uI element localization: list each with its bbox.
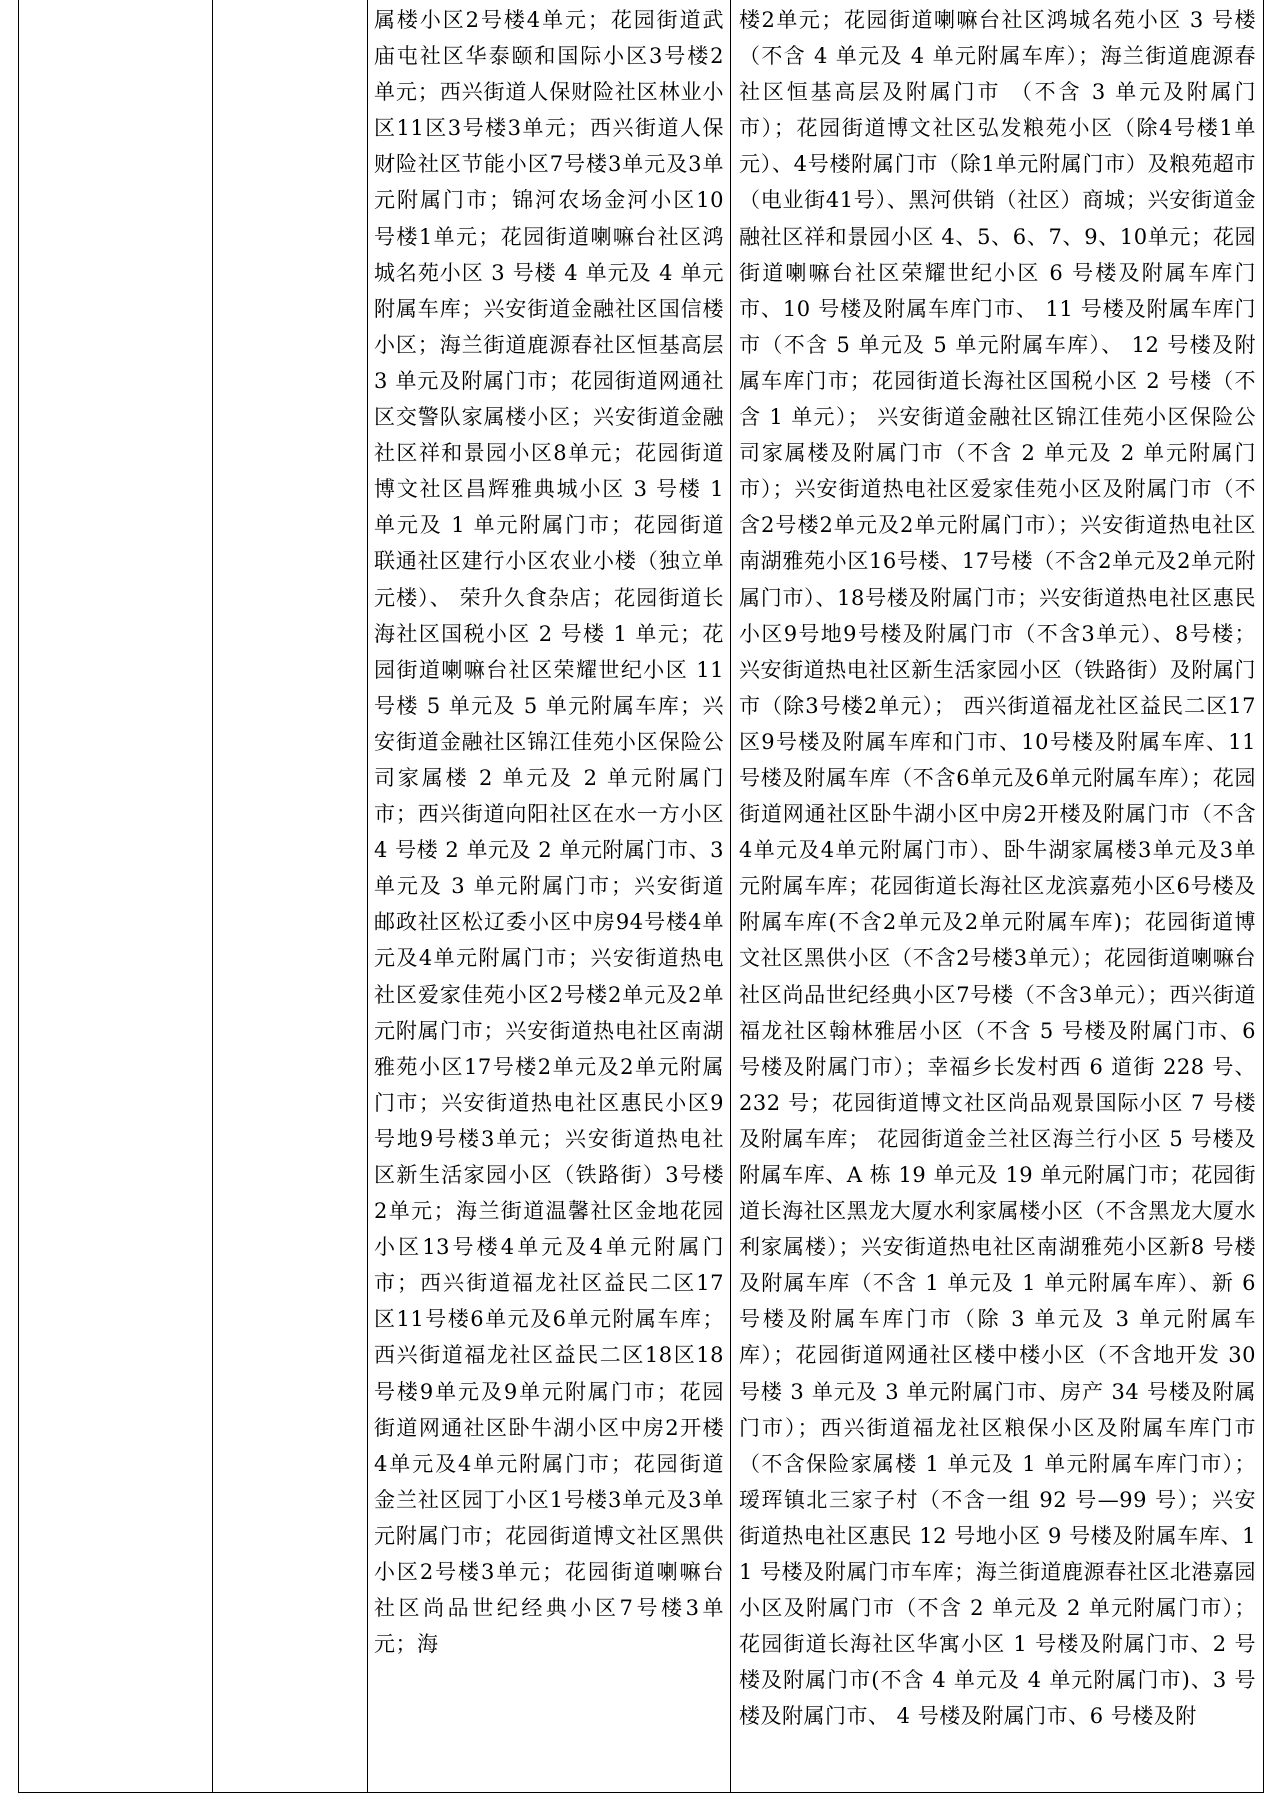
column-4-text: 楼2单元；花园街道喇嘛台社区鸿城名苑小区 3 号楼（不含 4 单元及 4 单元附属车库）；海兰街道鹿源春社区恒基高层及附属门市 （不含 3 单元及附属门市）；花园街道博文社区弘发粮苑小区（除4号楼1单元）、4号楼附属门市（除1单元附属门市）及粮苑超市（电业街41号）、黑河供销（社区）商城；兴安街道金融社区祥和景园小区 4、5、6、7、9、10单元；花园街道喇嘛台社区荣耀世纪小区 6 号楼及附属车库门市、10 号楼及附属车库门市、 11 号楼及附属车库门市（不含 5 单元及 5 单元附属车库）、 12 号楼及附属车库门市；花园街道长海社区国税小区 2 号楼（不含 1 单元）； 兴安街道金融社区锦江佳苑小区保险公司家属楼及附属门市（不含 2 单元及 2 单元附属门市）；兴安街道热电社区爱家佳苑小区及附属门市（不含2号楼2单元及2单元附属门市）；兴安街道热电社区南湖雅苑小区16号楼、17号楼（不含2单元及2单元附属门市）、18号楼及附属门市；兴安街道热电社区惠民小区9号地9号楼及附属门市（不含3单元）、8号楼；兴安街道热电社区新生活家园小区（铁路街）及附属门市（除3号楼2单元）； 西兴街道福龙社区益民二区17区9号楼及附属车库和门市、10号楼及附属车库、11号楼及附属车库（不含6单元及6单元附属车库）；花园街道网通社区卧牛湖小区中房2开楼及附属门市（不含4单元及4单元附属门市）、卧牛湖家属楼3单元及3单元附属车库；花园街道长海社区龙滨嘉苑小区6号楼及附属车库(不含2单元及2单元附属车库)；花园街道博文社区黑供小区（不含2号楼3单元）；花园街道喇嘛台社区尚品世纪经典小区7号楼（不含3单元）；西兴街道福龙社区翰林雅居小区（不含 5 号楼及附属门市、6 号楼及附属门市）；幸福乡长发村西 6 道街 228 号、232 号；花园街道博文社区尚品观景国际小区 7 号楼及附属车库； 花园街道金兰社区海兰行小区 5 号楼及附属车库、A 栋 19 单元及 19 单元附属门市；花园街道长海社区黑龙大厦水利家属楼小区（不含黑龙大厦水利家属楼）；兴安街道热电社区南湖雅苑小区新8 号楼及附属车库（不含 1 单元及 1 单元附属车库）、新 6 号楼及附属车库门市（除 3 单元及 3 单元附属车库）；花园街道网通社区楼中楼小区（不含地开发 30 号楼 3 单元及 3 单元附属门市、房产 34 号楼及附属门市）；西兴街道福龙社区粮保小区及附属车库门市（不含保险家属楼 1 单元及 1 单元附属车库门市）；瑷珲镇北三家子村（不含一组 92 号—99 号）；兴安街道热电社区惠民 12 号地小区 9 号楼及附属车库、11 号楼及附属门市车库；海兰街道鹿源春社区北港嘉园小区及附属门市（不含 2 单元及 2 单元附属门市）；花园街道长海社区华寓小区 1 号楼及附属门市、2 号楼及附属门市(不含 4 单元及 4 单元附属门市)、3 号楼及附属门市、 4 号楼及附属门市、6 号楼及附 <box>739 8 1256 1729</box>
table-column-2 <box>213 0 368 1792</box>
column-3-text: 属楼小区2号楼4单元；花园街道武庙屯社区华泰颐和国际小区3号楼2单元；西兴街道人保财险社区林业小区11区3号楼3单元；西兴街道人保财险社区节能小区7号楼3单元及3单元附属门市；锦河农场金河小区10号楼1单元；花园街道喇嘛台社区鸿城名苑小区 3 号楼 4 单元及 4 单元附属车库；兴安街道金融社区国信楼小区；海兰街道鹿源春社区恒基高层 3 单元及附属门市；花园街道网通社区交警队家属楼小区；兴安街道金融社区祥和景园小区8单元；花园街道博文社区昌辉雅典城小区 3 号楼 1 单元及 1 单元附属门市；花园街道联通社区建行小区农业小楼（独立单元楼）、 荣升久食杂店；花园街道长海社区国税小区 2 号楼 1 单元；花园街道喇嘛台社区荣耀世纪小区 11 号楼 5 单元及 5 单元附属车库；兴安街道金融社区锦江佳苑小区保险公司家属楼 2 单元及 2 单元附属门市；西兴街道向阳社区在水一方小区 4 号楼 2 单元及 2 单元附属门市、3 单元及 3 单元附属门市；兴安街道邮政社区松辽委小区中房94号楼4单元及4单元附属门市；兴安街道热电社区爱家佳苑小区2号楼2单元及2单元附属门市；兴安街道热电社区南湖雅苑小区17号楼2单元及2单元附属门市；兴安街道热电社区惠民小区9号地9号楼3单元；兴安街道热电社区新生活家园小区（铁路街）3号楼2单元；海兰街道温馨社区金地花园小区13号楼4单元及4单元附属门市；西兴街道福龙社区益民二区17区11号楼6单元及6单元附属车库；西兴街道福龙社区益民二区18区18号楼9单元及9单元附属门市；花园街道网通社区卧牛湖小区中房2开楼4单元及4单元附属门市；花园街道金兰社区园丁小区1号楼3单元及3单元附属门市；花园街道博文社区黑供小区2号楼3单元；花园街道喇嘛台社区尚品世纪经典小区7号楼3单元；海 <box>374 8 724 1657</box>
document-table <box>18 0 1264 1793</box>
table-column-3 <box>368 0 731 1792</box>
table-column-4 <box>731 0 1264 1792</box>
table-column-1 <box>19 0 213 1792</box>
